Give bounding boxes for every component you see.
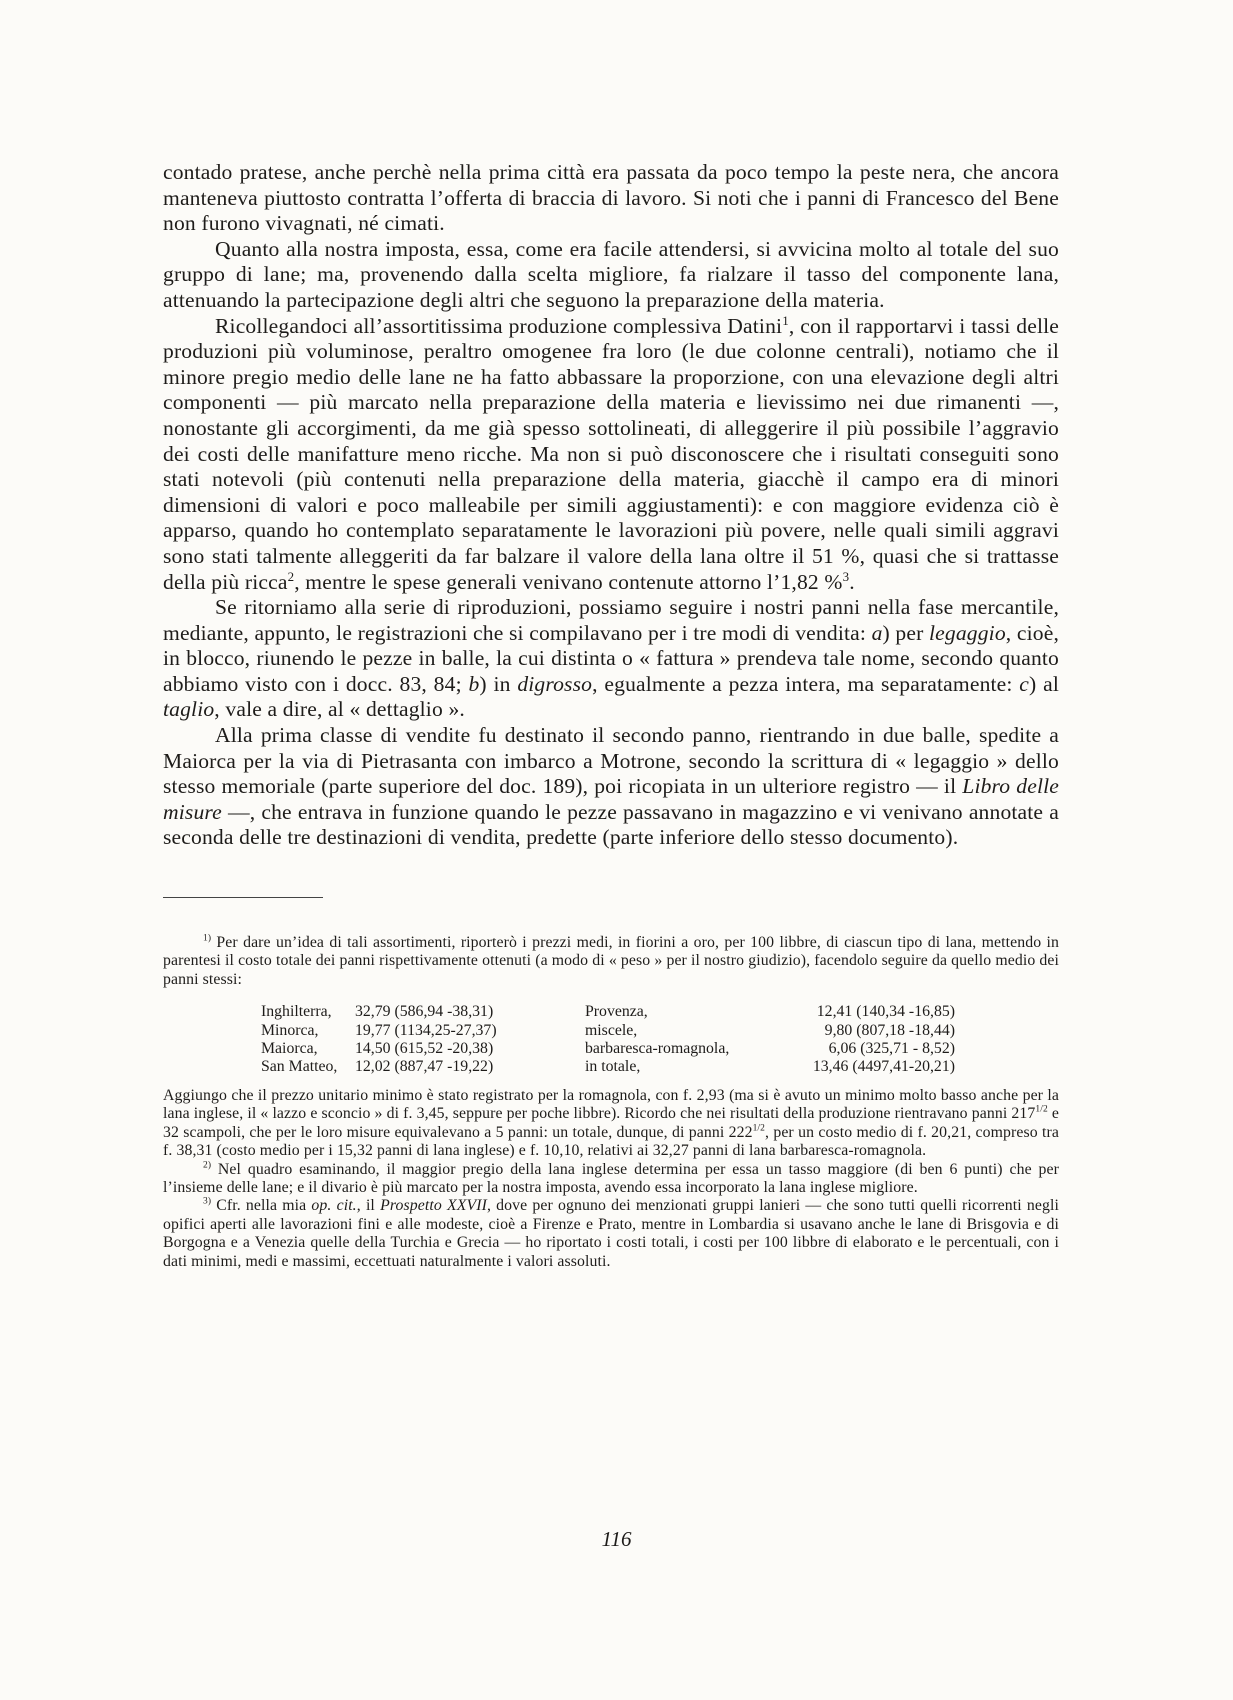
footnote-ref-1[interactable]: 1 xyxy=(782,312,789,328)
wool-price-table xyxy=(261,1003,1059,1077)
footnote-1-continued: Aggiungo che il prezzo unitario minimo è stato registrato per la romagnola, con f. 2,93 (ma si è avuto un minimo molto basso anche per la lana inglese, il « lazzo e sconcio » di f. 3,45, seppure per poche libbre). Ricordo che nei risultati della produzione rientravano panni $217^{1/2}$ e 32 scampoli, che per le loro misure equivalevano a 5 panni: un totale, dunque, di panni $222^{1/2}$, per un costo medio di f. 20,21, compreso tra f. 38,31 (costo medio per i 15,32 panni di lana inglese) e f. 10,10, relativi ai 32,27 panni di lana barbaresca-romagnola. xyxy=(163,1086,1059,1160)
footnote-separator xyxy=(163,897,323,898)
footnote-marker-3: 3) xyxy=(203,1197,212,1208)
table-cell-value: 19,77 (1134,25-27,37) xyxy=(355,1021,497,1039)
footnote-2: $^{2)}$ Nel quadro esaminando, il maggior pregio della lana inglese determina per essa un tasso maggiore (di ben 6 punti) che per l’insieme delle lane; e il divario è più marcato per la nostra imposta, avendo essa incorporato la lana inglese migliore. xyxy=(163,1160,1059,1196)
footnote-ref-3[interactable]: 3 xyxy=(842,568,850,584)
footnotes xyxy=(163,934,1059,1271)
table-cell-value: 13,46 (4497,41-20,21) xyxy=(812,1058,955,1076)
footnote-1: $^{1)}$ Per dare un’idea di tali assortimenti, riporterò i prezzi medi, in fiorini a oro, per 100 libbre, di ciascun tipo di lana, mettendo in parentesi il costo totale dei panni rispettivamente ottenuti (a modo di « peso » per il nostro giudizio), facendolo seguire da quello medio dei panni stessi: xyxy=(163,933,1059,988)
table-cell-name: miscele, xyxy=(585,1021,638,1039)
table-cell-value: 12,02 (887,47 -19,22) xyxy=(355,1058,494,1076)
table-cell-name: Provenza, xyxy=(585,1003,648,1021)
table-cell-value: 14,50 (615,52 -20,38) xyxy=(355,1040,494,1058)
footnote-ref-2[interactable]: 2 xyxy=(287,568,295,584)
paragraph-4: Se ritorniamo alla serie di riproduzioni, possiamo seguire i nostri panni nella fase mercantile, mediante, appunto, le registrazioni che si compilavano per i tre modi di vendita: a) per legaggio, cioè, in blocco, riunendo le pezze in balle, la cui distinta o « fattura » prendeva tale nome, secondo quanto abbiamo visto con i docc. 83, 84; b) in digrosso, egualmente a pezza intera, ma separatamente: c) al taglio, vale a dire, al « dettaglio ». xyxy=(163,595,1059,722)
table-cell-name: in totale, xyxy=(585,1058,641,1076)
table-cell-name: Maiorca, xyxy=(261,1040,318,1058)
paragraph-3: Ricollegandoci all’assortitissima produzione complessiva Datini$^1$, con il rapportarvi i tassi delle produzioni più voluminose, peraltro omogenee fra loro (le due colonne centrali), notiamo che il minore pregio medio delle lane ne ha fatto abbassare la proporzione, con una elevazione degli altri componenti — più marcato nella preparazione della materia e lievissimo nei due rimanenti —, nonostante gli accorgimenti, da me già spesso sottolineati, di alleggerire il più possibile l’aggravio dei costi delle manifatture meno ricche. Ma non si può disconoscere che i risultati conseguiti sono stati notevoli (più contenuti nella preparazione della materia, giacchè il campo era di minori dimensioni di valori e poco malleabile per simili aggiustamenti): e con maggiore evidenza ciò è apparso, quando ho contemplato separatamente le lavorazioni più povere, nelle quali simili aggravi sono stati talmente alleggeriti da far balzare il valore della lana oltre il 51 %, quasi che si trattasse della più ricca$^2$, mentre le spese generali venivano contenute attorno l’1,82 %$^3$. xyxy=(163,312,1059,594)
table-cell-value: 32,79 (586,94 -38,31) xyxy=(355,1003,494,1021)
table-cell-value: 12,41 (140,34 -16,85) xyxy=(816,1003,955,1021)
table-cell-name: barbaresca-romagnola, xyxy=(585,1040,730,1058)
table-cell-name: Minorca, xyxy=(261,1021,319,1039)
paragraph-2: Quanto alla nostra imposta, essa, come era facile attendersi, si avvicina molto al totale del suo gruppo di lane; ma, provenendo dalla scelta migliore, fa rialzare il tasso del componente lana, attenuando la partecipazione degli altri che seguono la preparazione della materia. xyxy=(163,236,1059,312)
page-number: 116 xyxy=(601,1527,632,1551)
table-cell-value: 9,80 (807,18 -18,44) xyxy=(824,1021,955,1039)
table-cell-value: 6,06 (325,71 - 8,52) xyxy=(828,1040,955,1058)
footnote-3: $^{3)}$ Cfr. nella mia op. cit., il Prospetto XXVII, dove per ognuno dei menzionati gruppi lanieri — che sono tutti quelli ricorrenti negli opifici aperti alle lavorazioni fini e alle modeste, cioè a Firenze e Prato, mentre in Lombardia si usavano anche le lane di Brisgovia e di Borgogna e a Venezia quelle della Turchia e Grecia — ho riportato i costi totali, i costi per 100 libbre di elaborato e le percentuali, con i dati minimi, medi e massimi, eccettuati naturalmente i valori assoluti. xyxy=(163,1197,1060,1270)
table-cell-name: San Matteo, xyxy=(261,1058,338,1076)
page xyxy=(163,160,1059,1271)
table-cell-name: Inghilterra, xyxy=(261,1003,332,1021)
footnote-marker-1: 1) xyxy=(203,933,212,944)
main-text xyxy=(163,160,1059,851)
footnote-marker-2: 2) xyxy=(203,1160,212,1171)
paragraph-1: contado pratese, anche perchè nella prima città era passata da poco tempo la peste nera, che ancora manteneva piuttosto contratta l’offerta di braccia di lavoro. Si noti che i panni di Francesco del Bene non furono vivagnati, né cimati. xyxy=(163,160,1059,236)
paragraph-5: Alla prima classe di vendite fu destinato il secondo panno, rientrando in due balle, spedite a Maiorca per la via di Pietrasanta con imbarco a Motrone, secondo la scrittura di « legaggio » dello stesso memoriale (parte superiore del doc. 189), poi ricopiata in un ulteriore registro — il Libro delle misure —, che entrava in funzione quando le pezze passavano in magazzino e vi venivano annotate a seconda delle tre destinazioni di vendita, predette (parte inferiore dello stesso documento). xyxy=(163,723,1060,850)
